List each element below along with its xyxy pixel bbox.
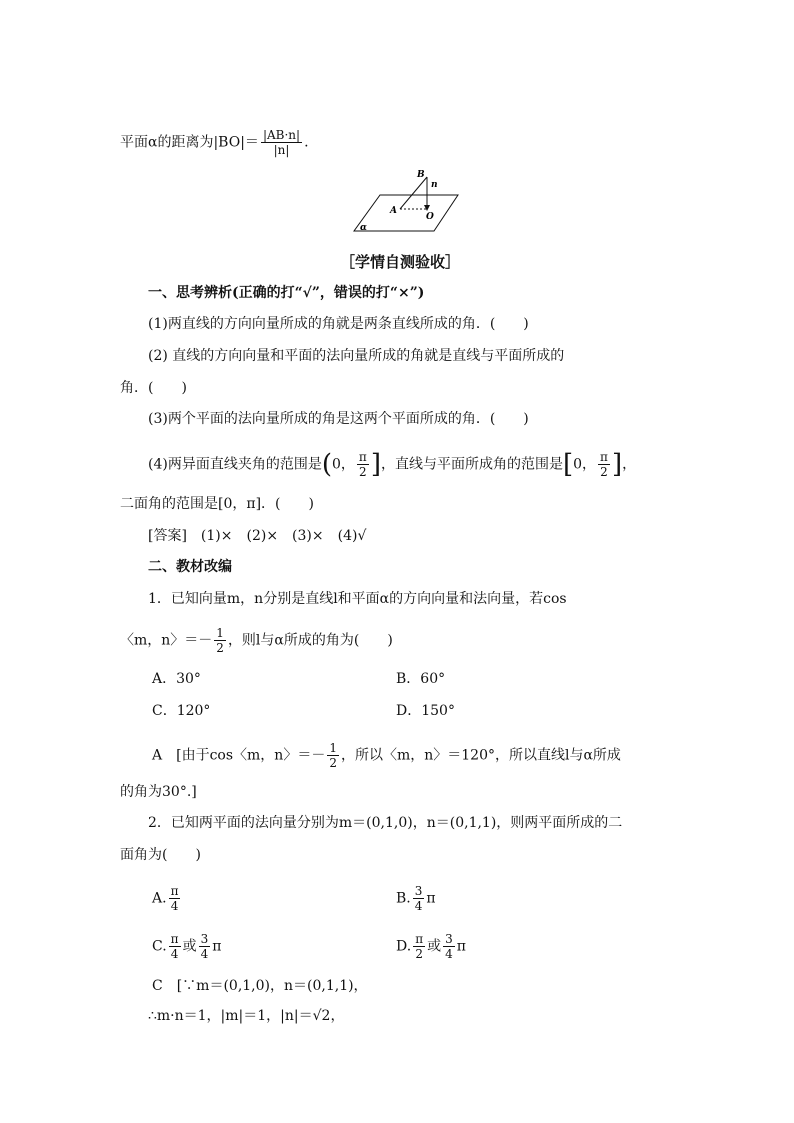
p2-d-frac2 <box>443 932 455 961</box>
p2-a-label: A. <box>152 890 167 907</box>
p1-solution-line2: 的角为30°.] <box>120 784 197 800</box>
p2-option-c <box>152 932 221 961</box>
p2-solution-line2 <box>148 1006 344 1026</box>
plane-alpha <box>354 195 458 231</box>
formula-numerator: |AB·n| <box>262 128 301 142</box>
p2-d-den2: 4 <box>445 947 453 961</box>
p1-solution-line1 <box>152 741 621 770</box>
p2-c-den1: 4 <box>170 947 179 961</box>
q4-text: (4)两异面直线夹角的范围是 <box>148 456 322 473</box>
p1-half-num: 1 <box>216 626 224 640</box>
pi: π <box>358 450 367 464</box>
part2-heading: 二、教材改编 <box>148 559 232 575</box>
p2-d-den1: 2 <box>415 947 423 961</box>
p1-option-c: C．120° <box>152 703 211 719</box>
p2-a-num: π <box>170 884 179 898</box>
p2-a-frac <box>169 884 181 913</box>
label-o: O <box>426 212 434 222</box>
p2-d-frac1 <box>413 932 425 961</box>
p2-b-den: 4 <box>414 899 423 913</box>
p2-c-pi: π <box>212 938 222 955</box>
two: 2 <box>359 465 367 479</box>
question-2-line2: 角．( ) <box>120 380 187 396</box>
answer-part1: [答案] (1)× (2)× (3)× (4)√ <box>148 528 367 544</box>
p1-sol-half-den: 2 <box>329 756 337 770</box>
formula-end: . <box>304 134 309 151</box>
q4-open-bracket: [ <box>562 449 574 480</box>
p1-half-den: 2 <box>216 641 224 655</box>
p2-d-num2: 3 <box>445 932 453 946</box>
p2-c-label: C. <box>152 938 167 955</box>
p2-b-num: 3 <box>414 884 423 898</box>
p2-sol-comma: ， <box>330 1008 345 1024</box>
problem-2-stem-line1: 2．已知两平面的法向量分别为m＝(0,1,0)，n＝(0,1,1)，则两平面所成的二 <box>148 815 623 831</box>
q4-lower: 0， <box>332 456 355 473</box>
p2-d-pi: π <box>456 938 466 955</box>
p2-solution-line1: C [∵m＝(0,1,0)，n＝(0,1,1)， <box>152 978 368 994</box>
normal-arrow <box>424 205 430 211</box>
question-1: (1)两直线的方向向量所成的角就是两条直线所成的角．( ) <box>148 316 529 332</box>
p2-c-or: 或 <box>182 938 197 955</box>
formula-fraction <box>261 128 302 157</box>
p2-c-frac1 <box>169 932 181 961</box>
pi-b: π <box>600 450 608 464</box>
q4-pi-over-2-b <box>598 450 610 479</box>
p1-sol-text2: ，所以〈m，n〉＝120°，所以直线l与α所成 <box>340 747 621 764</box>
p1-sol-text1: A [由于cos〈m，n〉＝－ <box>152 747 326 764</box>
p1-option-a: A．30° <box>152 671 201 687</box>
p1-question: ，则l与α所成的角为( ) <box>227 632 393 649</box>
p2-c-num2: 3 <box>200 932 209 946</box>
section-title: ［学情自测验收］ <box>340 253 461 271</box>
p2-d-or: 或 <box>427 938 442 955</box>
question-4-line2: 二面角的范围是[0，π]．( ) <box>120 496 314 512</box>
p2-sqrt-2: √2 <box>312 1008 331 1024</box>
p2-c-frac2 <box>199 932 211 961</box>
q4-mid-text: ，直线与平面所成角的范围是 <box>380 456 563 473</box>
p2-b-frac <box>413 884 425 913</box>
segment-ab <box>400 177 427 209</box>
formula-denominator: |n| <box>273 143 290 157</box>
problem-2-stem-line2: 面角为( ) <box>120 847 201 863</box>
q4-lower-2: 0， <box>573 456 597 473</box>
q4-close-bracket-2: ] <box>611 449 623 480</box>
q4-open-paren: ( <box>321 449 332 480</box>
p2-d-num1: π <box>415 932 424 946</box>
label-n: n <box>431 180 438 190</box>
p1-option-b: B．60° <box>396 671 446 687</box>
label-b: B <box>417 170 425 180</box>
label-alpha: α <box>360 223 367 233</box>
p2-option-a <box>152 884 182 913</box>
question-4-line1 <box>148 450 636 479</box>
p1-sol-half <box>327 741 339 770</box>
p2-a-den: 4 <box>170 899 179 913</box>
p1-option-d: D．150° <box>396 703 455 719</box>
p2-b-label: B. <box>396 890 411 907</box>
q4-close-bracket: ] <box>370 449 381 480</box>
label-a: A <box>390 206 397 216</box>
p2-option-d <box>396 932 466 961</box>
p2-d-label: D. <box>396 938 412 955</box>
question-3: (3)两个平面的法向量所成的角是这两个平面所成的角．( ) <box>148 411 529 427</box>
two-b: 2 <box>600 465 608 479</box>
p2-b-pi: π <box>426 890 436 907</box>
problem-1-stem-line1: 1．已知向量m，n分别是直线l和平面α的方向向量和法向量，若cos <box>148 591 567 607</box>
p2-sol-text: ∴m·n＝1，|m|＝1，|n|＝ <box>148 1008 313 1024</box>
distance-formula <box>120 128 309 157</box>
p1-cos-expr: 〈m，n〉＝－ <box>120 632 213 649</box>
part1-heading: 一、思考辨析(正确的打“√”，错误的打“×”) <box>148 285 425 301</box>
problem-1-stem-line2 <box>120 626 393 655</box>
p2-c-den2: 4 <box>200 947 209 961</box>
q4-pi-over-2 <box>357 450 369 479</box>
formula-lhs: |BO|＝ <box>213 134 259 151</box>
question-2-line1: (2) 直线的方向向量和平面的法向量所成的角就是直线与平面所成的 <box>148 348 565 364</box>
p1-sol-half-num: 1 <box>329 741 337 755</box>
p2-c-num1: π <box>170 932 179 946</box>
q4-comma: ， <box>622 456 637 473</box>
formula-prefix: 平面α的距离为 <box>120 134 214 151</box>
p2-option-b <box>396 884 436 913</box>
plane-distance-figure <box>350 165 460 237</box>
p1-half <box>214 626 226 655</box>
